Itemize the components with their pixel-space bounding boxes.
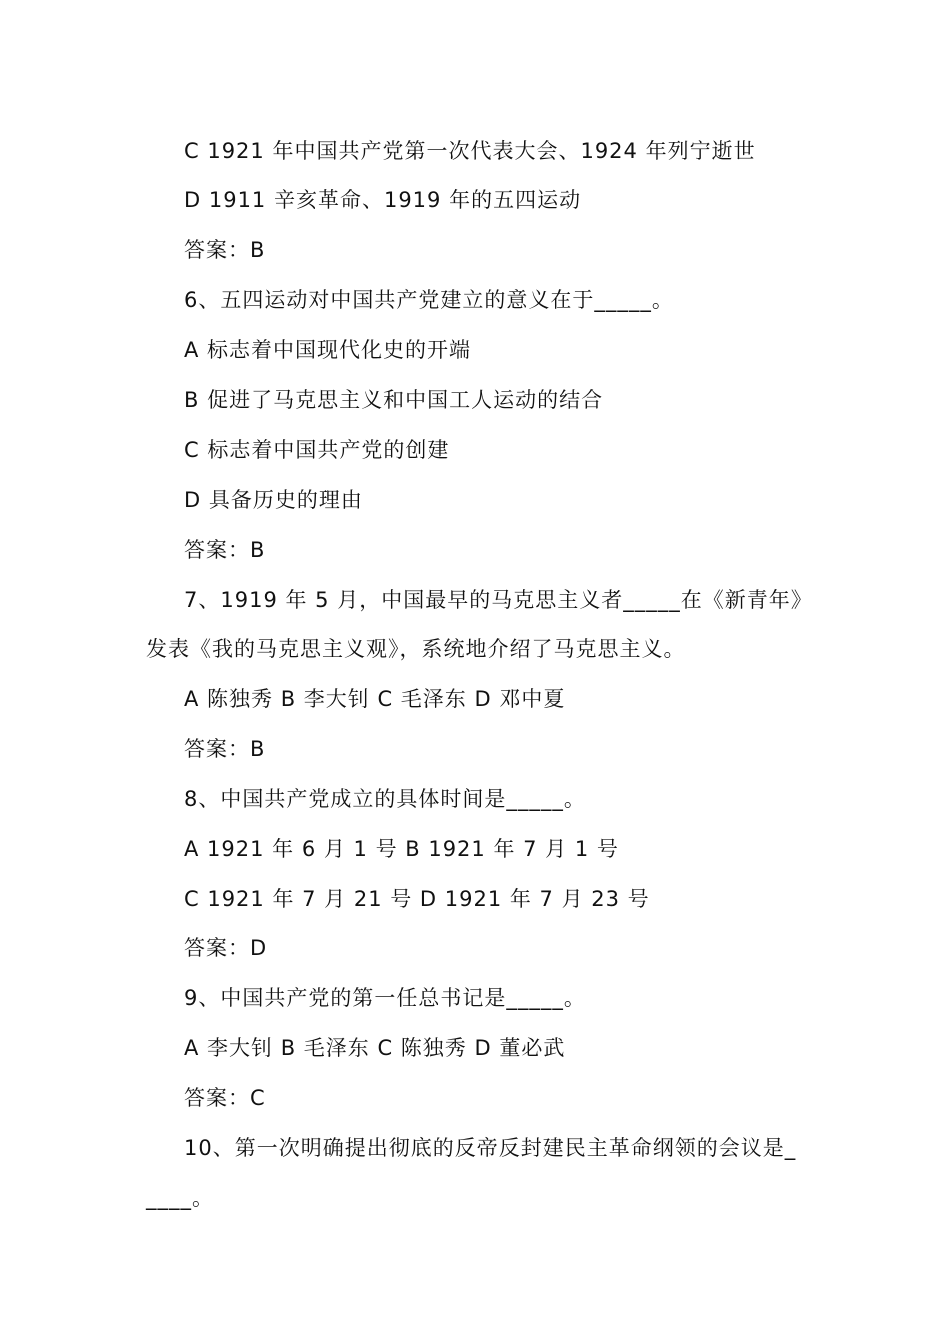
answer-q9: 答案：C (184, 1086, 266, 1110)
option-d-q6: D 具备历史的理由 (184, 488, 363, 512)
answer-q5: 答案：B (184, 238, 266, 262)
question-6: 6、五四运动对中国共产党建立的意义在于_____。 (184, 288, 674, 312)
answer-q6: 答案：B (184, 538, 266, 562)
question-8: 8、中国共产党成立的具体时间是_____。 (184, 787, 586, 811)
option-c-q6: C 标志着中国共产党的创建 (184, 438, 450, 462)
options-a-b-q8: A 1921 年 6 月 1 号 B 1921 年 7 月 1 号 (184, 837, 619, 861)
options-c-d-q8: C 1921 年 7 月 21 号 D 1921 年 7 月 23 号 (184, 887, 650, 911)
answer-q7: 答案：B (184, 737, 266, 761)
option-c-q5: C 1921 年中国共产党第一次代表大会、1924 年列宁逝世 (184, 139, 756, 163)
options-q9: A 李大钊 B 毛泽东 C 陈独秀 D 董必武 (184, 1036, 566, 1060)
question-10-line-1: 10、第一次明确提出彻底的反帝反封建民主革命纲领的会议是_ (184, 1136, 797, 1160)
option-b-q6: B 促进了马克思主义和中国工人运动的结合 (184, 388, 604, 412)
answer-q8: 答案：D (184, 936, 268, 960)
option-d-q5: D 1911 辛亥革命、1919 年的五四运动 (184, 188, 582, 212)
question-7-line-1: 7、1919 年 5 月，中国最早的马克思主义者_____在《新青年》 (184, 588, 813, 612)
question-7-line-2: 发表《我的马克思主义观》，系统地介绍了马克思主义。 (146, 637, 686, 661)
options-q7: A 陈独秀 B 李大钊 C 毛泽东 D 邓中夏 (184, 687, 566, 711)
question-9: 9、中国共产党的第一任总书记是_____。 (184, 986, 586, 1010)
option-a-q6: A 标志着中国现代化史的开端 (184, 338, 472, 362)
question-10-line-2: ____。 (146, 1186, 214, 1210)
